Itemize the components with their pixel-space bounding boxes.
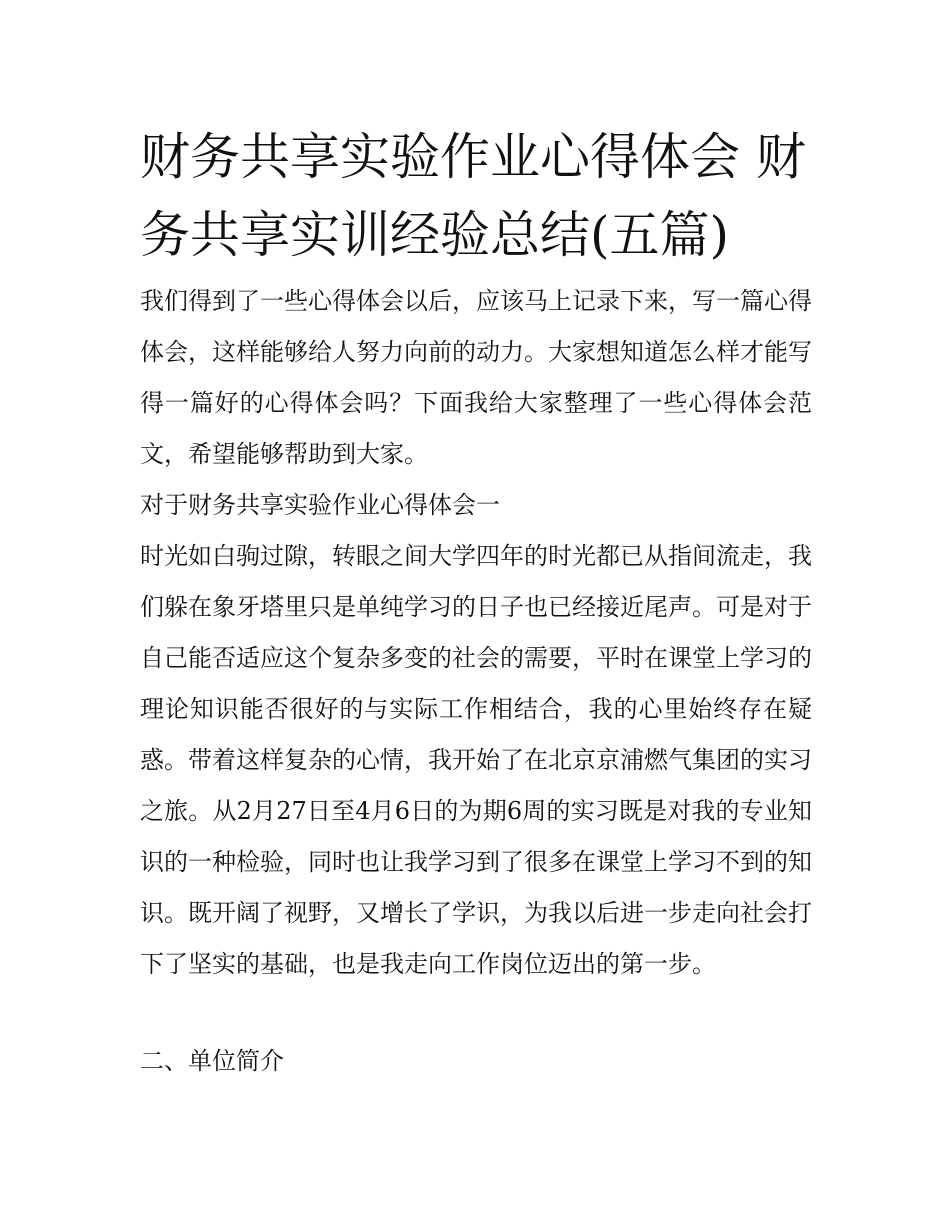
section-heading-2: 二、单位简介 xyxy=(140,1047,284,1075)
section-heading-1: 对于财务共享实验作业心得体会一 xyxy=(140,491,500,519)
section-body-1: 时光如白驹过隙，转眼之间大学四年的时光都已从指间流走，我们躲在象牙塔里只是单纯学习的日子也已经接近尾声。可是对于自己能否适应这个复杂多变的社会的需要，平时在课堂上学习的理论知识能否很好的与实际工作相结合，我的心里始终存在疑惑。带着这样复杂的心情，我开始了在北京京浦燃气集团的实习之旅。从2月27日至4月6日的为期6周的实习既是对我的专业知识的一种检验，同时也让我学习到了很多在课堂上学习不到的知识。既开阔了视野，又增长了学识，为我以后进一步走向社会打下了坚实的基础，也是我走向工作岗位迈出的第一步。 xyxy=(140,542,812,978)
intro-paragraph: 我们得到了一些心得体会以后，应该马上记录下来，写一篇心得体会，这样能够给人努力向前的动力。大家想知道怎么样才能写得一篇好的心得体会吗？下面我给大家整理了一些心得体会范文，希望能够帮助到大家。 xyxy=(140,287,812,468)
document-title: 财务共享实验作业心得体会 财务共享实训经验总结(五篇) xyxy=(140,128,806,264)
